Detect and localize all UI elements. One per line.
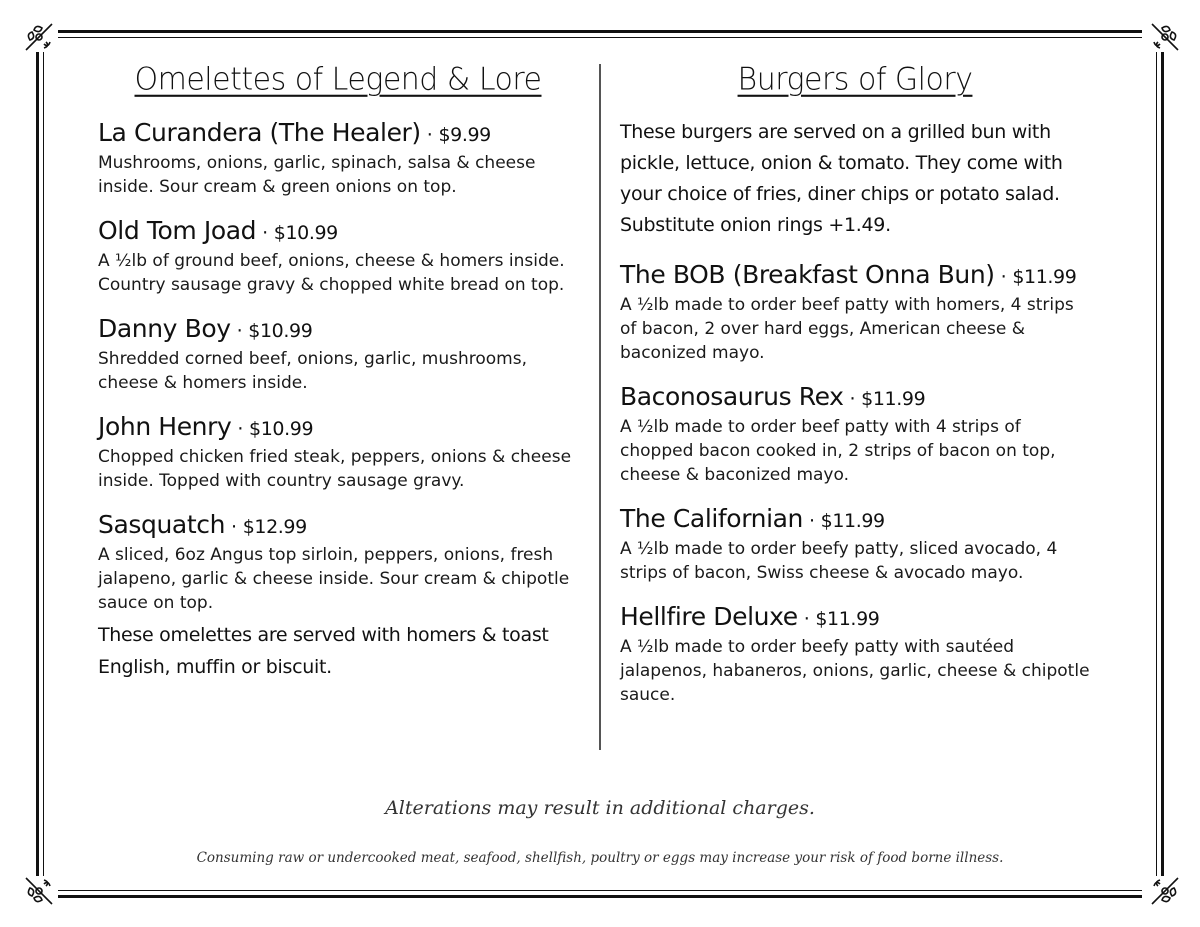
omelettes-section: [98, 62, 578, 683]
separator-dot: ·: [809, 510, 815, 532]
item-price: $10.99: [273, 222, 338, 244]
separator-dot: ·: [426, 124, 433, 146]
item-description: Chopped chicken fried steak, peppers, onions & cheese inside. Topped with country sausage gravy.: [98, 447, 572, 491]
separator-dot: ·: [803, 608, 810, 630]
item-price: $11.99: [815, 608, 880, 630]
item-name: Danny Boy: [98, 314, 231, 343]
item-description: A ½lb made to order beef patty with 4 strips of chopped bacon cooked in, 2 strips of bacon on top, cheese & baconized mayo.: [620, 417, 1056, 485]
item-price: $11.99: [1012, 266, 1077, 288]
item-price: $10.99: [248, 320, 313, 342]
menu-item: [98, 411, 578, 493]
menu-item: [98, 509, 578, 615]
alterations-notice: Alterations may result in additional charges.: [385, 797, 815, 819]
menu-item: [98, 117, 578, 199]
section-title: Burgers of Glory: [737, 61, 973, 98]
food-safety-warning: Consuming raw or undercooked meat, seafood, shellfish, poultry or eggs may increase your risk of food borne illness.: [196, 850, 1004, 866]
separator-dot: ·: [1000, 266, 1007, 288]
item-description: A ½lb made to order beefy patty with sautéed jalapenos, habaneros, onions, garlic, cheese & chipotle sauce.: [620, 637, 1090, 705]
separator-dot: ·: [231, 516, 237, 538]
menu-item: [620, 259, 1090, 365]
item-description: A ½lb made to order beef patty with homers, 4 strips of bacon, 2 over hard eggs, American cheese & baconized mayo.: [620, 295, 1074, 363]
floral-ornament-icon: [1148, 20, 1182, 54]
floral-ornament-icon: [1148, 874, 1182, 908]
item-name: The BOB (Breakfast Onna Bun): [620, 260, 995, 289]
menu-item: [620, 601, 1090, 707]
item-name: Baconosaurus Rex: [620, 382, 844, 411]
floral-ornament-icon: [22, 874, 56, 908]
item-name: La Curandera (The Healer): [98, 118, 421, 147]
item-description: Shredded corned beef, onions, garlic, mushrooms, cheese & homers inside.: [98, 349, 527, 393]
separator-dot: ·: [849, 388, 856, 410]
item-name: Hellfire Deluxe: [620, 602, 798, 631]
separator-dot: ·: [236, 320, 243, 342]
item-description: A sliced, 6oz Angus top sirloin, peppers, onions, fresh jalapeno, garlic & cheese inside. Sour cream & chipotle sauce on top.: [98, 545, 570, 613]
item-description: Mushrooms, onions, garlic, spinach, salsa & cheese inside. Sour cream & green onions on top.: [98, 153, 536, 197]
item-price: $12.99: [242, 516, 307, 538]
omelette-serving-note: These omelettes are served with homers & toast English, muffin or biscuit.: [98, 624, 549, 678]
floral-ornament-icon: [22, 20, 56, 54]
item-description: A ½lb of ground beef, onions, cheese & homers inside. Country sausage gravy & chopped white bread on top.: [98, 251, 565, 295]
menu-item: [620, 503, 1090, 585]
menu-item: [98, 215, 578, 297]
item-price: $10.99: [249, 418, 314, 440]
item-name: Old Tom Joad: [98, 216, 257, 245]
separator-dot: ·: [262, 222, 268, 244]
menu-item: [620, 381, 1090, 487]
column-divider: [599, 64, 601, 750]
section-title: Omelettes of Legend & Lore: [134, 61, 542, 98]
burgers-section: [620, 62, 1090, 723]
item-name: Sasquatch: [98, 510, 226, 539]
item-price: $9.99: [438, 124, 491, 146]
item-name: The Californian: [620, 504, 804, 533]
burger-intro-note: These burgers are served on a grilled bun with pickle, lettuce, onion & tomato. They come with your choice of fries, diner chips or potato salad. Substitute onion rings +1.49.: [620, 121, 1063, 236]
item-price: $11.99: [861, 388, 926, 410]
separator-dot: ·: [237, 418, 244, 440]
item-name: John Henry: [98, 412, 232, 441]
item-description: A ½lb made to order beefy patty, sliced avocado, 4 strips of bacon, Swiss cheese & avocado mayo.: [620, 539, 1058, 583]
menu-item: [98, 313, 578, 395]
item-price: $11.99: [820, 510, 885, 532]
